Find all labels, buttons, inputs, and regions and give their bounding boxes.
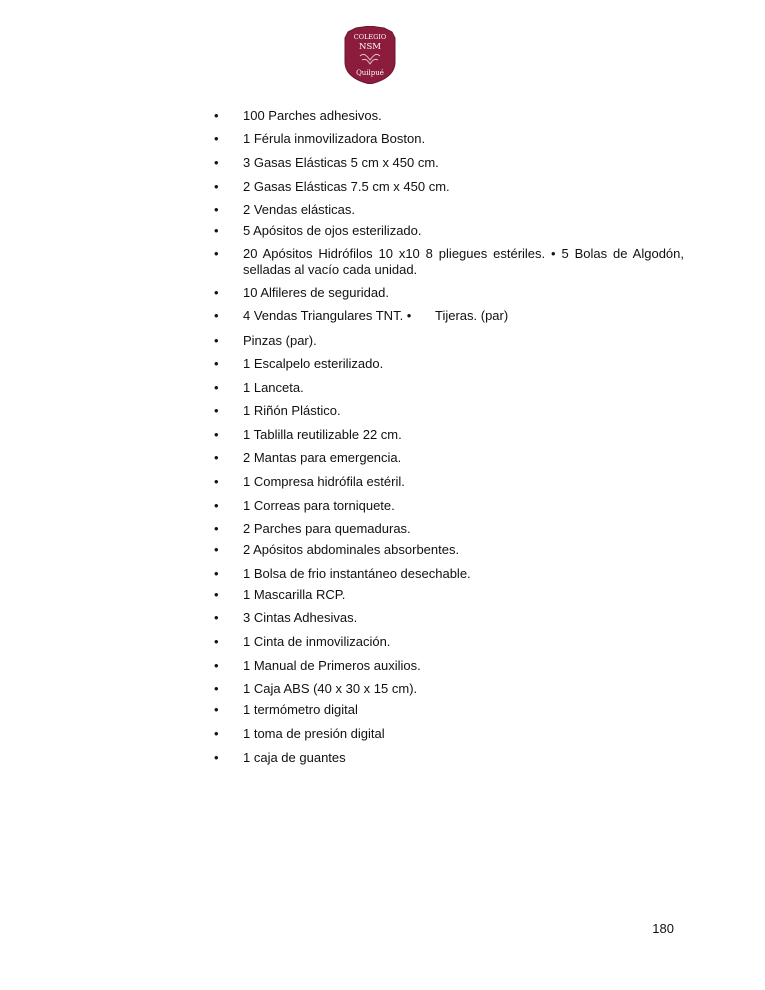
- list-item-text: 1 Tablilla reutilizable 22 cm.: [243, 427, 402, 442]
- bullet: •: [214, 634, 219, 649]
- bullet: •: [214, 587, 219, 602]
- list-item-text: 1 Compresa hidrófila estéril.: [243, 474, 405, 489]
- list-item-text: 1 Escalpelo esterilizado.: [243, 356, 384, 371]
- list-item-text-part: 4 Vendas Triangulares TNT. •: [243, 308, 412, 323]
- list-item-text: 20 Apósitos Hidrófilos 10 x10 8 pliegues estériles. • 5 Bolas de Algodón, selladas al vacío cada unidad.: [243, 246, 684, 277]
- bullet: •: [214, 658, 219, 673]
- bullet: •: [214, 726, 219, 741]
- list-item-text: 2 Gasas Elásticas 7.5 cm x 450 cm.: [243, 179, 450, 194]
- bullet: •: [214, 155, 219, 170]
- bullet: •: [214, 702, 219, 717]
- bullet: •: [214, 498, 219, 513]
- bullet: •: [214, 521, 219, 536]
- logo-text-line2: NSM: [359, 42, 381, 52]
- bullet: •: [214, 131, 219, 146]
- bullet: •: [214, 202, 219, 217]
- list-item-text: 1 Manual de Primeros auxilios.: [243, 658, 421, 673]
- bullet: •: [214, 333, 219, 348]
- bullet: •: [214, 356, 219, 371]
- logo-text-line3: Quilpué: [356, 69, 384, 77]
- bullet: •: [214, 750, 219, 765]
- list-item-text: 3 Gasas Elásticas 5 cm x 450 cm.: [243, 155, 439, 170]
- bullet: •: [214, 285, 219, 300]
- bullet: •: [214, 450, 219, 465]
- bullet: •: [214, 542, 219, 557]
- list-item-text: 1 Bolsa de frio instantáneo desechable.: [243, 566, 471, 581]
- bullet: •: [214, 108, 219, 123]
- list-item-text: 10 Alfileres de seguridad.: [243, 285, 389, 300]
- bullet: •: [214, 380, 219, 395]
- list-item-text: 2 Mantas para emergencia.: [243, 450, 402, 465]
- bullet: •: [214, 403, 219, 418]
- bullet: •: [214, 308, 219, 323]
- list-item: [214, 246, 684, 278]
- bullet: •: [214, 223, 219, 238]
- list-item-text: 3 Cintas Adhesivas.: [243, 610, 358, 625]
- list-item-text: 2 Vendas elásticas.: [243, 202, 356, 217]
- bullet: •: [214, 610, 219, 625]
- list-item-text: 1 toma de presión digital: [243, 726, 385, 741]
- list-item-text: 1 Caja ABS (40 x 30 x 15 cm).: [243, 681, 418, 696]
- logo-text-line1: COLEGIO: [353, 33, 387, 41]
- bullet: •: [214, 474, 219, 489]
- list-item-text: 1 termómetro digital: [243, 702, 358, 717]
- list-item-text: 1 Cinta de inmovilización.: [243, 634, 391, 649]
- list-item-text: 5 Apósitos de ojos esterilizado.: [243, 223, 422, 238]
- list-item-text: 1 Férula inmovilizadora Boston.: [243, 131, 426, 146]
- list-item-text: 1 Lanceta.: [243, 380, 304, 395]
- list-item-text: 1 Mascarilla RCP.: [243, 587, 346, 602]
- page-number: 180: [652, 921, 674, 936]
- list-item-text: 2 Parches para quemaduras.: [243, 521, 411, 536]
- list-item-text: 1 Riñón Plástico.: [243, 403, 341, 418]
- bullet: •: [214, 681, 219, 696]
- list-item-text: 100 Parches adhesivos.: [243, 108, 382, 123]
- list-item-text: 1 caja de guantes: [243, 750, 346, 765]
- bullet: •: [214, 566, 219, 581]
- list-item-text: Pinzas (par).: [243, 333, 317, 348]
- bullet: •: [214, 427, 219, 442]
- list-item-text-part: Tijeras. (par): [435, 308, 509, 323]
- list-item-text: 2 Apósitos abdominales absorbentes.: [243, 542, 460, 557]
- list-item-text: 1 Correas para torniquete.: [243, 498, 395, 513]
- bullet: •: [214, 179, 219, 194]
- bullet: •: [214, 246, 219, 261]
